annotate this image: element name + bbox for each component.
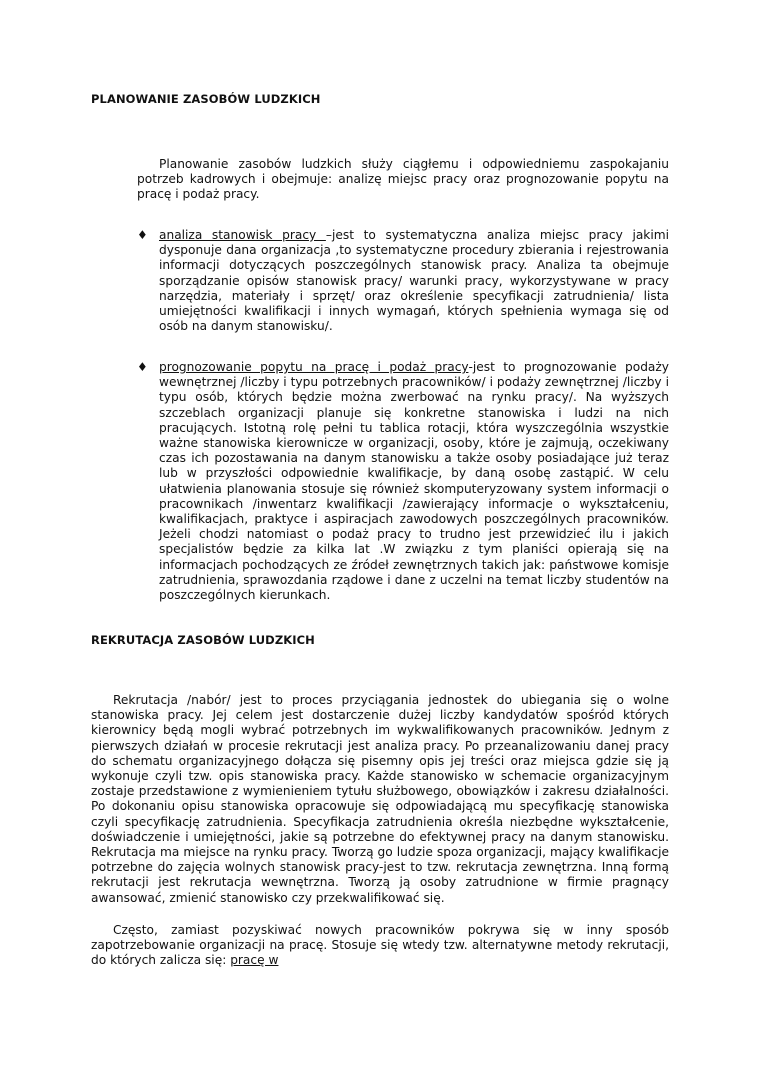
bullet-icon: ♦: [137, 360, 148, 374]
praca-link: pracę w: [230, 953, 279, 968]
paragraph-2-text: Często, zamiast pozyskiwać nowych pracowników pokrywa się w inny sposób zapotrzebowanie organizacji na pracę. Stosuje się wtedy tzw. alternatywne metody rekrutacji, do których zalicza się:: [91, 923, 669, 968]
term-prognozowanie: prognozowanie popytu na pracę i podaż pracy: [159, 360, 469, 374]
item-analiza-text: –jest to systematyczna analiza miejsc pracy jakimi dysponuje dana organizacja ,to systematyczne procedury zbierania i rejestrowania informacji dotyczących poszczególnych stanowisk pracy. Analiza ta obejmuje sporządzanie opisów stanowisk pracy/ warunki pracy, wykorzystywane w pracy narzędzia, materiały i sprzęt/ oraz określenie specyfikacji zatrudnienia/ lista umiejętności kwalifikacji i innych wymagań, których spełnienia wymaga się od osób na danym stanowisku/.: [159, 228, 670, 334]
rekrutacja-paragraph-1: Rekrutacja /nabór/ jest to proces przyciągania jednostek do ubiegania się o wolne stanowiska pracy. Jej celem jest dostarczenie dużej liczby kandydatów spośród których kierownicy będą mogli wybrać potrzebnych im wykwalifikowanych pracowników. Jednym z pierwszych działań w procesie rekrutacji jest analiza pracy. Po przeanalizowaniu danej pracy do schematu organizacyjnego dołącza się pisemny opis jej treści oraz miejsca gdzie się ją wykonuje czyli tzw. opis stanowiska pracy. Każde stanowisko w schemacie organizacyjnym zostaje przedstawione z wymienieniem tytułu służbowego, obowiązków i zakresu działalności. Po dokonaniu opisu stanowiska opracowuje się odpowiadającą mu specyfikację stanowiska czyli specyfikację zatrudnienia. Specyfikacja zatrudnienia określa niezbędne wykształcenie, doświadczenie i umiejętności, jakie są potrzebne do efektywnej pracy na danym stanowisku. Rekrutacja ma miejsce na rynku pracy. Tworzą go ludzie spoza organizacji, mający kwalifikacje potrzebne do zajęcia wolnych stanowisk pracy-jest to tzw. rekrutacja zewnętrzna. Inną formą rekrutacji jest rekrutacja wewnętrzna. Tworzą ją osoby zatrudnione w firmie pragnący awansować, zmienić stanowisko czy przekwalifikować się.: [91, 693, 669, 905]
term-analiza-stanowisk: analiza stanowisk pracy: [159, 228, 326, 242]
bullet-item-prognozowanie: [159, 360, 669, 603]
heading-planowanie: PLANOWANIE ZASOBÓW LUDZKICH: [91, 92, 321, 106]
item-prognozowanie-text: -jest to prognozowanie podaży wewnętrznej /liczby i typu potrzebnych pracowników/ i podaży zewnętrznej /liczby i typu osób, których będzie można zwerbować na rynku pracy/. Na wyższych szczeblach organizacji planuje się konkretne stanowiska i ludzi na nich pracujących. Istotną rolę pełni tu tablica rotacji, która wyszczególnia wszystkie ważne stanowiska kierownicze w organizacji, osoby, które je zajmują, oczekiwany czas ich pozostawania na danym stanowisku a także osoby posiadające już teraz lub w przyszłości odpowiednie kwalifikacje, by daną osobę zastąpić. W celu ułatwienia planowania stosuje się również skomputeryzowany system informacji o pracownikach /inwentarz kwalifikacji /zawierający informacje o wykształceniu, kwalifikacjach, praktyce i aspiracjach zawodowych poszczególnych pracowników. Jeżeli chodzi natomiast o podaż pracy to trudno jest przewidzieć ilu i jakich specjalistów będzie za kilka lat .W związku z tym planiści opierają się na informacjach pochodzących ze źródeł zewnętrznych takich jak: państwowe komisje zatrudnienia, sprawozdania rządowe i dane z uczelni na temat liczby studentów na poszczególnych kierunkach.: [159, 360, 670, 603]
intro-paragraph: Planowanie zasobów ludzkich służy ciągłemu i odpowiedniemu zaspokajaniu potrzeb kadrowych i obejmuje: analizę miejsc pracy oraz prognozowanie popytu na pracę i podaż pracy.: [137, 157, 669, 202]
bullet-item-analiza: [159, 228, 669, 334]
bullet-icon: ♦: [137, 228, 148, 242]
rekrutacja-paragraph-2: [91, 923, 669, 969]
heading-rekrutacja: REKRUTACJA ZASOBÓW LUDZKICH: [91, 633, 315, 647]
